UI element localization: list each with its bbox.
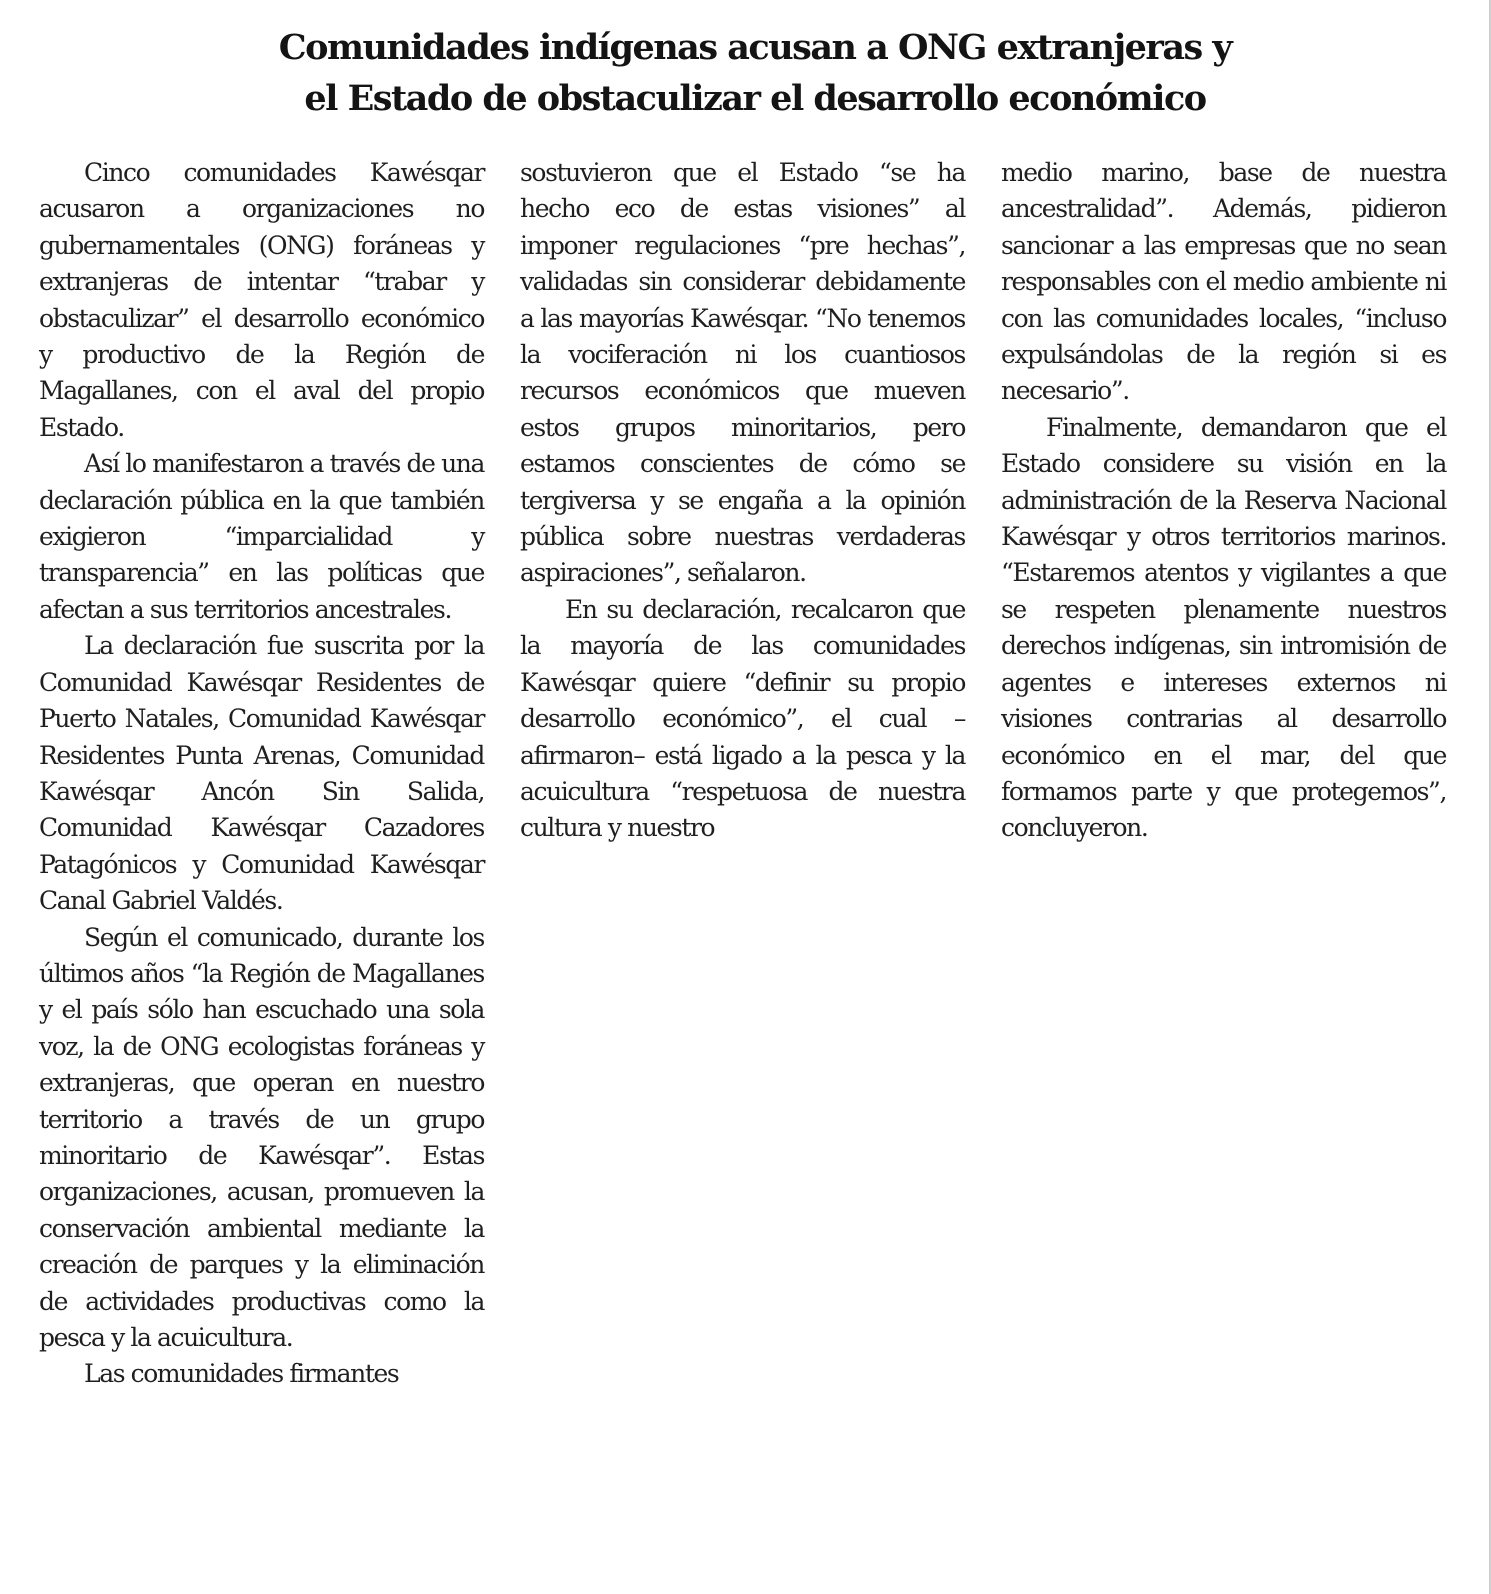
paragraph: Según el comunicado, durante los últimos años “la Región de Magallanes y el país sólo han escuchado una sola voz, la de ONG ecologistas foráneas y extranjeras, que operan en nuestro territorio a través de un grupo minoritario de Kawésqar”. Estas organizaciones, acusan, promueven la conservación ambiental mediante la creación de parques y la eliminación de actividades productivas como la pesca y la acuicultura. bbox=[39, 922, 484, 1352]
article-headline bbox=[90, 22, 1420, 124]
paragraph-continued: sostuvieron que el Estado “se ha hecho eco de estas visiones” al imponer regulaciones “pre hechas”, validadas sin considerar debidamente a las mayorías Kawésqar. “No tenemos la vociferación ni los cuantiosos recursos económicos que mueven estos grupos minoritarios, pero estamos conscientes de cómo se tergiversa y se engaña a la opinión pública sobre nuestras verdaderas aspiraciones”, señalaron. bbox=[520, 158, 965, 588]
paragraph: En su declaración, recalcaron que la mayoría de las comunidades Kawésqar quiere “definir su propio desarrollo económico”, el cual –afirmaron– está ligado a la pesca y la acuicultura “respetuosa de nuestra cultura y nuestro bbox=[520, 594, 965, 843]
article-column-3 bbox=[1001, 155, 1446, 847]
paragraph: Así lo manifestaron a través de una declaración pública en la que también exigieron “imparcialidad y transparencia” en las políticas que afectan a sus territorios ancestrales. bbox=[39, 449, 484, 624]
article-column-1 bbox=[39, 155, 484, 1393]
paragraph: Las comunidades firmantes bbox=[84, 1359, 399, 1389]
paragraph: La declaración fue suscrita por la Comunidad Kawésqar Residentes de Puerto Natales, Comunidad Kawésqar Residentes Punta Arenas, Comunidad Kawésqar Ancón Sin Salida, Comunidad Kawésqar Cazadores Patagónicos y Comunidad Kawésqar Canal Gabriel Valdés. bbox=[39, 631, 484, 916]
paragraph: Finalmente, demandaron que el Estado considere su visión en la administración de la Reserva Nacional Kawésqar y otros territorios marinos. “Estaremos atentos y vigilantes a que se respeten plenamente nuestros derechos indígenas, sin intromisión de agentes e intereses externos ni visiones contrarias al desarrollo económico en el mar, del que formamos parte y que protegemos”, concluyeron. bbox=[1001, 412, 1446, 843]
paragraph: Cinco comunidades Kawésqar acusaron a organizaciones no gubernamentales (ONG) foráneas y extranjeras de intentar “trabar y obstaculizar” el desarrollo económico y productivo de la Región de Magallanes, con el aval del propio Estado. bbox=[39, 158, 484, 442]
headline-line-1: Comunidades indígenas acusan a ONG extranjeras y bbox=[278, 27, 1232, 68]
headline-line-2: el Estado de obstaculizar el desarrollo económico bbox=[304, 78, 1206, 119]
article-column-2 bbox=[520, 155, 965, 847]
paragraph-continued: medio marino, base de nuestra ancestralidad”. Además, pidieron sancionar a las empresas que no sean responsables con el medio ambiente ni con las comunidades locales, “incluso expulsándolas de la región si es necesario”. bbox=[1001, 158, 1446, 406]
